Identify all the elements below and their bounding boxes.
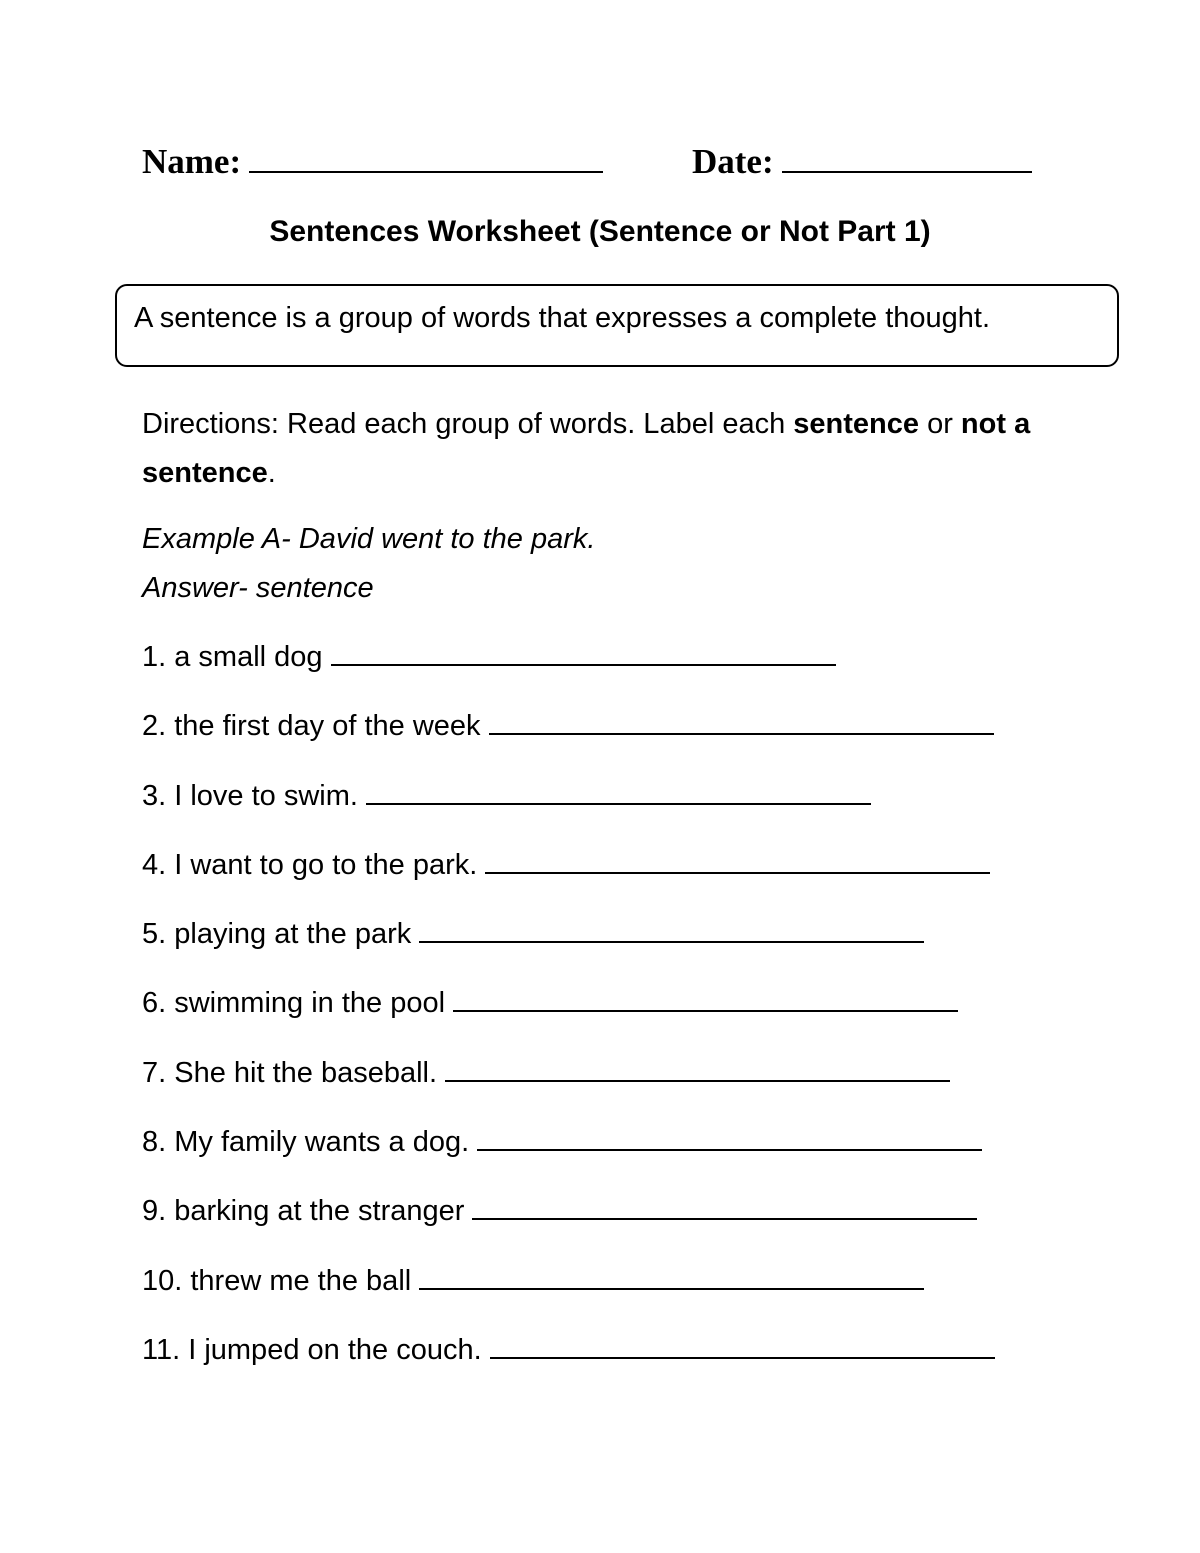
answer-blank[interactable] bbox=[331, 638, 836, 666]
question-item bbox=[142, 776, 1102, 845]
question-text: 3. I love to swim. bbox=[142, 779, 358, 812]
directions-bold-sentence: sentence bbox=[793, 408, 920, 440]
answer-blank[interactable] bbox=[445, 1054, 950, 1082]
directions-suffix: . bbox=[267, 457, 276, 489]
question-item bbox=[142, 1053, 1102, 1122]
question-item bbox=[142, 706, 1102, 775]
answer-blank[interactable] bbox=[490, 1331, 995, 1359]
directions-bold-not-sentence: not a sentence bbox=[142, 408, 1031, 489]
question-item bbox=[142, 637, 1102, 706]
question-text: 5. playing at the park bbox=[142, 918, 412, 951]
question-text: 8. My family wants a dog. bbox=[142, 1126, 470, 1159]
directions-middle: or bbox=[919, 408, 961, 440]
answer-blank[interactable] bbox=[472, 1192, 977, 1220]
answer-blank[interactable] bbox=[366, 777, 871, 805]
question-list bbox=[142, 637, 1102, 1399]
definition-box bbox=[115, 284, 1119, 367]
question-text: 6. swimming in the pool bbox=[142, 987, 446, 1020]
worksheet-title: Sentences Worksheet (Sentence or Not Part 1) bbox=[269, 215, 931, 248]
answer-blank[interactable] bbox=[453, 984, 958, 1012]
question-item bbox=[142, 1261, 1102, 1330]
example-answer: Answer- sentence bbox=[142, 572, 374, 604]
name-label: Name: bbox=[142, 142, 242, 181]
question-item bbox=[142, 845, 1102, 914]
directions bbox=[142, 400, 1072, 498]
answer-blank[interactable] bbox=[419, 915, 924, 943]
question-text: 4. I want to go to the park. bbox=[142, 848, 478, 881]
question-item bbox=[142, 1330, 1102, 1399]
name-blank[interactable] bbox=[249, 141, 603, 173]
name-field bbox=[142, 140, 603, 184]
answer-blank[interactable] bbox=[485, 846, 990, 874]
question-item bbox=[142, 1191, 1102, 1260]
answer-blank[interactable] bbox=[419, 1262, 924, 1290]
date-field bbox=[692, 140, 1032, 184]
question-text: 1. a small dog bbox=[142, 641, 323, 673]
question-text: 7. She hit the baseball. bbox=[142, 1056, 438, 1089]
question-text: 2. the first day of the week bbox=[142, 710, 481, 743]
question-text: 9. barking at the stranger bbox=[142, 1195, 465, 1228]
date-blank[interactable] bbox=[782, 141, 1032, 173]
question-text: 11. I jumped on the couch. bbox=[142, 1333, 482, 1366]
question-item bbox=[142, 914, 1102, 983]
date-label: Date: bbox=[692, 142, 774, 181]
question-item bbox=[142, 983, 1102, 1052]
question-text: 10. threw me the ball bbox=[142, 1264, 412, 1297]
question-item bbox=[142, 1122, 1102, 1191]
directions-prefix: Directions: Read each group of words. Label each bbox=[142, 408, 794, 440]
answer-blank[interactable] bbox=[489, 707, 994, 735]
answer-blank[interactable] bbox=[477, 1123, 982, 1151]
example-prompt: Example A- David went to the park. bbox=[142, 523, 596, 555]
definition-text: A sentence is a group of words that expresses a complete thought. bbox=[134, 302, 991, 334]
